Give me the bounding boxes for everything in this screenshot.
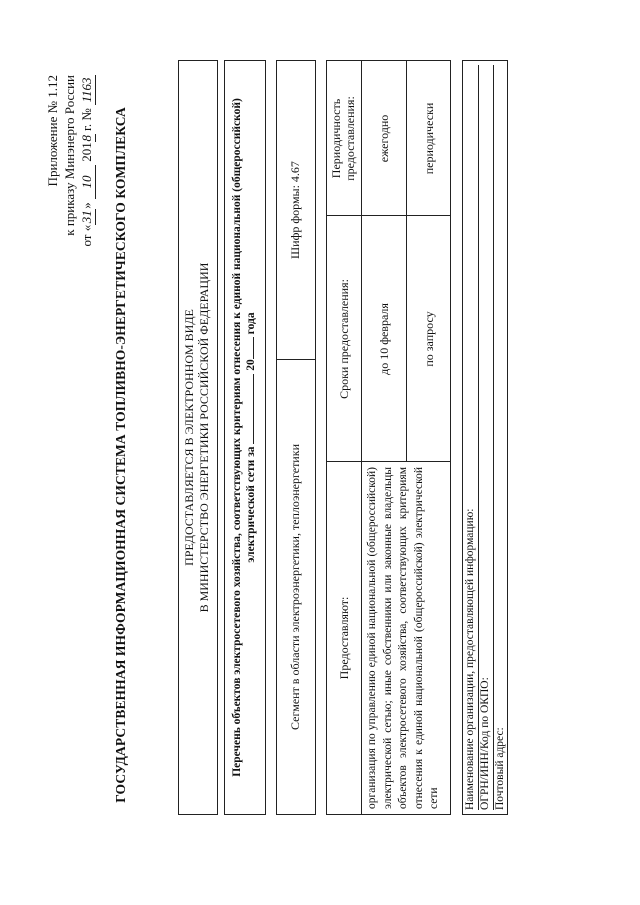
header-providers: Предоставляют: xyxy=(337,596,351,680)
row-separator xyxy=(406,61,407,462)
providers-table xyxy=(326,60,451,815)
appendix-line1: Приложение № 1.12 xyxy=(45,75,60,187)
form-title-line2 xyxy=(244,61,258,814)
appendix-line2: к приказу Минэнерго России xyxy=(62,75,77,236)
system-title: ГОСУДАРСТВЕННАЯ ИНФОРМАЦИОННАЯ СИСТЕМА ТОПЛИВНО-ЭНЕРГЕТИЧЕСКОГО КОМПЛЕКСА xyxy=(113,107,128,803)
appendix-block xyxy=(44,75,96,305)
header-separator xyxy=(361,61,362,814)
org-address-label: Почтовый адрес: xyxy=(494,727,506,810)
order-number: 1163 xyxy=(78,75,96,105)
segment-label: Сегмент в области электроэнергетики, теплоэнергетики xyxy=(288,444,302,731)
number-prefix: г. № xyxy=(79,108,94,132)
org-name-row xyxy=(463,65,479,810)
providers-text: организация по управлению единой национальной (общероссийской) электрической сетью; иные собственники или законные владельцы объектов электросетевого хозяйства, соответствующих критериям отнесения к единой национальной (общероссийской) электрической сети xyxy=(366,467,441,809)
form-code: Шифр формы: 4.67 xyxy=(288,161,302,259)
period-blank xyxy=(253,374,254,444)
form-title-year-prefix: 20 xyxy=(245,359,257,371)
deadline-row1: до 10 февраля xyxy=(377,303,391,375)
org-ogrn-row xyxy=(478,65,494,810)
header-period: Периодичность предоставления: xyxy=(329,96,357,181)
year-prefix: 201 xyxy=(79,142,94,162)
segment-box xyxy=(276,60,316,815)
submission-line1: ПРЕДОСТАВЛЯЕТСЯ В ЭЛЕКТРОННОМ ВИДЕ xyxy=(182,309,196,566)
date-mid: » xyxy=(79,202,94,209)
form-title-suffix: года xyxy=(245,312,257,335)
form-title-box xyxy=(224,60,266,815)
org-address-row xyxy=(493,65,507,810)
year-digit: 8 xyxy=(79,135,94,142)
period-row2: периодически xyxy=(422,102,436,175)
org-ogrn-label: ОГРН/ИНН/Код по ОКПО: xyxy=(479,677,491,810)
date-prefix: от « xyxy=(79,224,94,247)
year-blank xyxy=(253,337,254,359)
appendix-date xyxy=(78,75,96,305)
header-deadline: Сроки предоставления: xyxy=(337,279,351,399)
org-info-box xyxy=(462,60,508,815)
date-day: 31 xyxy=(79,210,94,224)
submission-line2: В МИНИСТЕРСТВО ЭНЕРГЕТИКИ РОССИЙСКОЙ ФЕДЕРАЦИИ xyxy=(197,262,211,613)
form-title-line1: Перечень объектов электросетевого хозяйства, соответствующих критериям отнесения к единой национальной (общероссийской) xyxy=(231,98,243,777)
segment-divider xyxy=(277,359,315,360)
org-name-label: Наименование организации, предоставляющей информацию: xyxy=(464,508,476,810)
submission-box xyxy=(178,60,218,815)
period-row1: ежегодно xyxy=(377,114,391,163)
date-month: 10 xyxy=(78,165,96,199)
deadline-row2: по запросу xyxy=(422,311,436,367)
form-title-period-prefix: электрической сети за xyxy=(245,446,257,563)
